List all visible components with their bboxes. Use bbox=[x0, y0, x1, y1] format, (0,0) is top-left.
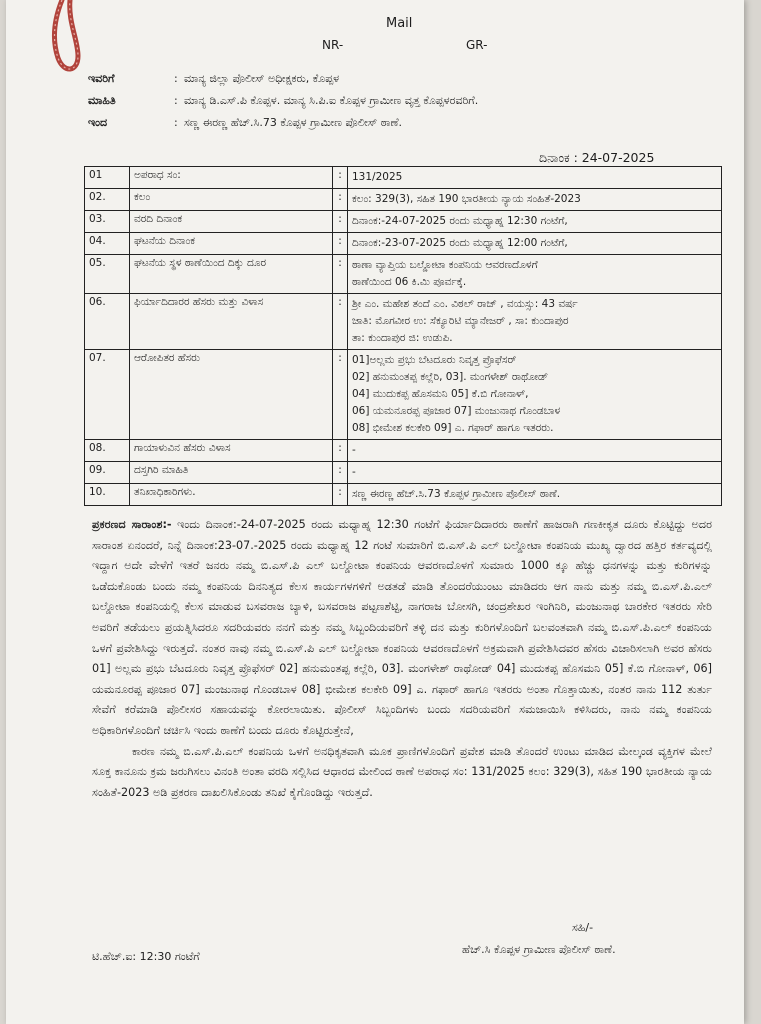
table-row: 07. ಆರೋಪಿತರ ಹೆಸರು : 01]ಅಲ್ಲಮ ಪ್ರಭು ಬೆಟದೂರು ನಿವೃತ್ತ ಪ್ರೊಫೆಸರ್ 02] ಹನುಮಂತಪ್ಪ ಕಲ್ಲೆರಿ, 03]. ಮಂಗಳೇಶ್ ರಾಥೋಡ್ 04] ಮುದುಕಪ್ಪ ಹೊಸಮನಿ 05] ಕೆ.ಬಿ ಗೋನಾಳ್, 06] ಯಮನೂರಪ್ಪ ಪೂಜಾರ 07] ಮಂಜುನಾಥ ಗೊಂಡಬಾಳ 08] ಭೀಮೇಶ ಕಲಕೇರಿ 09] ಎ. ಗಫಾರ್ ಹಾಗೂ ಇತರರು. bbox=[85, 350, 722, 440]
address-info-value: ಮಾನ್ಯ ಡಿ.ಎಸ್.ಪಿ ಕೊಪ್ಪಳ. ಮಾನ್ಯ ಸಿ.ಪಿ.ಐ ಕೊಪ್ಪಳ ಗ್ರಾಮೀಣ ವೃತ್ತ ಕೊಪ್ಪಳರವರಿಗೆ. bbox=[184, 94, 479, 107]
gr-label: GR- bbox=[466, 38, 488, 52]
table-row: 10. ತನಿಖಾಧಿಕಾರಿಗಳು. : ಸಣ್ಣ ಈರಣ್ಣ ಹೆಚ್.ಸಿ.73 ಕೊಪ್ಪಳ ಗ್ರಾಮೀಣ ಪೊಲೀಸ್ ಠಾಣೆ. bbox=[85, 484, 722, 506]
row-value: 01]ಅಲ್ಲಮ ಪ್ರಭು ಬೆಟದೂರು ನಿವೃತ್ತ ಪ್ರೊಫೆಸರ್ 02] ಹನುಮಂತಪ್ಪ ಕಲ್ಲೆರಿ, 03]. ಮಂಗಳೇಶ್ ರಾಥೋಡ್ 04] ಮುದುಕಪ್ಪ ಹೊಸಮನಿ 05] ಕೆ.ಬಿ ಗೋನಾಳ್, 06] ಯಮನೂರಪ್ಪ ಪೂಜಾರ 07] ಮಂಜುನಾಥ ಗೊಂಡಬಾಳ 08] ಭೀಮೇಶ ಕಲಕೇರಿ 09] ಎ. ಗಫಾರ್ ಹಾಗೂ ಇತರರು. bbox=[348, 350, 722, 440]
nr-label: NR- bbox=[322, 38, 344, 52]
fir-details-table bbox=[84, 166, 722, 506]
row-value: 131/2025 bbox=[348, 167, 722, 189]
table-row: 02. ಕಲಂ : ಕಲಂ: 329(3), ಸಹಿತ 190 ಭಾರತೀಯ ನ್ಯಾಯ ಸಂಹಿತೆ-2023 bbox=[85, 189, 722, 211]
signature-station: ಹೆಚ್.ಸಿ ಕೊಪ್ಪಳ ಗ್ರಾಮೀಣ ಪೊಲೀಸ್ ಠಾಣೆ. bbox=[462, 943, 616, 956]
row-value: ಸಣ್ಣ ಈರಣ್ಣ ಹೆಚ್.ಸಿ.73 ಕೊಪ್ಪಳ ಗ್ರಾಮೀಣ ಪೊಲೀಸ್ ಠಾಣೆ. bbox=[348, 484, 722, 506]
summary-heading: ಪ್ರಕರಣದ ಸಾರಾಂಶ:- bbox=[92, 518, 172, 531]
row-value: ಠಾಣಾ ವ್ಯಾಪ್ತಿಯ ಬಲ್ಡೋಟಾ ಕಂಪನಿಯ ಆವರಣದೊಳಗೆ ಠಾಣೆಯಿಂದ 06 ಕಿ.ಮಿ ಪೂರ್ವಕ್ಕೆ. bbox=[348, 255, 722, 294]
row-value: ದಿನಾಂಕ:-23-07-2025 ರಂದು ಮಧ್ಯಾಹ್ನ 12:00 ಗಂಟೆಗೆ, bbox=[348, 233, 722, 255]
row-label: ಘಟನೆಯ ದಿನಾಂಕ bbox=[130, 233, 333, 255]
row-number: 01 bbox=[85, 167, 130, 189]
row-number: 05. bbox=[85, 255, 130, 294]
row-value: ಶ್ರೀ ಎಂ. ಮಹೇಶ ತಂದೆ ಎಂ. ವಿಠಲ್ ರಾಜ್ , ವಯಸ್ಸು: 43 ವರ್ಷ ಜಾತಿ: ಮೊಗವೀರ ಉ: ಸೆಕ್ಯೂರಿಟಿ ಮ್ಯಾನೇಜರ್ , ಸಾ: ಕುಂದಾಪುರ ತಾ: ಕುಂದಾಪುರ ಜಿ: ಉಡುಪಿ. bbox=[348, 294, 722, 350]
summary-paragraph-1 bbox=[92, 515, 712, 742]
table-row: 01 ಅಪರಾಧ ಸಂ: : 131/2025 bbox=[85, 167, 722, 189]
mail-heading: Mail bbox=[386, 16, 413, 31]
row-value: - bbox=[348, 462, 722, 484]
table-row: 03. ವರದಿ ದಿನಾಂಕ : ದಿನಾಂಕ:-24-07-2025 ರಂದು ಮಧ್ಯಾಹ್ನ 12:30 ಗಂಟೆಗೆ, bbox=[85, 211, 722, 233]
table-row: 08. ಗಾಯಾಳುವಿನ ಹೆಸರು ವಿಳಾಸ : - bbox=[85, 440, 722, 462]
case-summary bbox=[92, 515, 712, 803]
row-number: 08. bbox=[85, 440, 130, 462]
table-row: 09. ದಸ್ತಗಿರಿ ಮಾಹಿತಿ : - bbox=[85, 462, 722, 484]
row-value: ಕಲಂ: 329(3), ಸಹಿತ 190 ಭಾರತೀಯ ನ್ಯಾಯ ಸಂಹಿತೆ-2023 bbox=[348, 189, 722, 211]
address-from-value: ಸಣ್ಣ ಈರಣ್ಣ ಹೆಚ್.ಸಿ.73 ಕೊಪ್ಪಳ ಗ್ರಾಮೀಣ ಪೊಲೀಸ್ ಠಾಣೆ. bbox=[184, 116, 403, 129]
row-number: 09. bbox=[85, 462, 130, 484]
row-label: ತನಿಖಾಧಿಕಾರಿಗಳು. bbox=[130, 484, 333, 506]
row-label: ವರದಿ ದಿನಾಂಕ bbox=[130, 211, 333, 233]
address-to-label: ಇವರಿಗೆ bbox=[88, 72, 115, 85]
table-row: 04. ಘಟನೆಯ ದಿನಾಂಕ : ದಿನಾಂಕ:-23-07-2025 ರಂದು ಮಧ್ಯಾಹ್ನ 12:00 ಗಂಟೆಗೆ, bbox=[85, 233, 722, 255]
signature-sd: ಸಹಿ/- bbox=[572, 921, 594, 934]
row-number: 07. bbox=[85, 350, 130, 440]
row-number: 04. bbox=[85, 233, 130, 255]
row-label: ಕಲಂ bbox=[130, 189, 333, 211]
row-label: ಗಾಯಾಳುವಿನ ಹೆಸರು ವಿಳಾಸ bbox=[130, 440, 333, 462]
row-label: ಫಿರ್ಯಾದಿದಾರರ ಹೆಸರು ಮತ್ತು ವಿಳಾಸ bbox=[130, 294, 333, 350]
summary-text-1: ಇಂದು ದಿನಾಂಕ:-24-07-2025 ರಂದು ಮಧ್ಯಾಹ್ನ 12:30 ಗಂಟೆಗೆ ಫಿರ್ಯಾದಿದಾರರು ಠಾಣೆಗೆ ಹಾಜರಾಗಿ ಗಣಕೀಕೃತ ದೂರು ಕೊಟ್ಟಿದ್ದು ಅದರ ಸಾರಾಂಶ ಏನಂದರೆ, ನಿನ್ನೆ ದಿನಾಂಕ:23-07.-2025 ರಂದು ಮಧ್ಯಾಹ್ನ 12 ಗಂಟೆ ಸುಮಾರಿಗೆ ಬಿ.ಎಸ್.ಪಿ ಎಲ್ ಬಲ್ಡೋಟಾ ಕಂಪನಿಯ ಮುಖ್ಯ ದ್ವಾರದ ಹತ್ತಿರ ಕರ್ತವ್ಯದಲ್ಲಿ ಇದ್ದಾಗ ಅದೇ ವೇಳೆಗೆ ಇತರೆ ಜನರು ನಮ್ಮ ಬಿ.ಎಸ್.ಪಿ ಎಲ್ ಬಲ್ಡೋಟಾ ಕಂಪನಿಯ ಆವರಣದೊಳಗೆ ಸುಮಾರು 1000 ಕ್ಕೂ ಹೆಚ್ಚು ಧನಗಳನ್ನು ಮತ್ತು ಕುರಿಗಳನ್ನು ಒಡೆದುಕೊಂಡು ಬಂದು ನಮ್ಮ ಕಂಪನಿಯ ದಿನನಿತ್ಯದ ಕೆಲಸ ಕಾರ್ಯಗಳಗಳಿಗೆ ಅಡತಡೆ ಮಾಡಿ ತೊಂದರೆಯುಂಟು ಮಾಡಿದರು ಆಗ ನಾನು ಮತ್ತು ನಮ್ಮ ಬಿ.ಎಸ್.ಪಿ.ಎಲ್ ಬಲ್ಡೋಟಾ ಕಂಪನಿಯಲ್ಲಿ ಕೆಲಸ ಮಾಡುವ ಬಸವರಾಜ ಬ್ಯಾಳಿ, ಬಸವರಾಜ ಪಟ್ಟಣಶೆಟ್ಟಿ, ನಾಗರಾಜ ಬೋಸಗಿ, ಚಂದ್ರಶೇಖರ ಇಂಗಿನಿರಿ, ಮಂಜುನಾಥ ಬಾರಕೇರ ಇತರರು ಸೇರಿ ಅವರಿಗೆ ತಡೆಯಲು ಪ್ರಯತ್ನಿಸಿದರೂ ಸದರಿಯವರು ನನಗೆ ಮತ್ತು ನಮ್ಮ ಸಿಬ್ಬಂದಿಯವರಿಗೆ ತಳ್ಳಿ ದನ ಮತ್ತು ಕುರಿಗಳೊಂದಿಗೆ ಬಲವಂತವಾಗಿ ನಮ್ಮ ಬಿ.ಎಸ್.ಪಿ.ಎಲ್ ಕಂಪನಿಯ ಒಳಗೆ ಪ್ರವೇಶಿಸಿದ್ದು ಇರುತ್ತದೆ. ನಂತರ ನಾವು ನಮ್ಮ ಬಿ.ಎಸ್.ಪಿ ಎಲ್ ಬಲ್ಡೋಟಾ ಕಂಪನಿಯ ಆವರಣದೊಳಗೆ ಅಕ್ರಮವಾಗಿ ಪ್ರವೇಶಿಸಿದವರ ಹೆಸರು ವಿಚಾರಿಸಲಾಗಿ ಅವರ ಹೆಸರು 01] ಅಲ್ಲಮ ಪ್ರಭು ಬೆಟದೂರು ನಿವೃತ್ತ ಪ್ರೊಫೆಸರ್ 02] ಹನುಮಂತಪ್ಪ ಕಲ್ಲೆರಿ, 03]. ಮಂಗಳೇಶ್ ರಾಥೋಡ್ 04] ಮುದುಕಪ್ಪ ಹೊಸಮನಿ 05] ಕೆ.ಬಿ ಗೋನಾಳ್, 06] ಯಮನೂರಪ್ಪ ಪೂಜಾರ 07] ಮಂಜುನಾಥ ಗೊಂಡಬಾಳ 08] ಭೀಮೇಶ ಕಲಕೇರಿ 09] ಎ. ಗಫಾರ್ ಹಾಗೂ ಇತರರು ಅಂತಾ ಗೊತ್ತಾಯಿತು, ನಂತರ ನಾನು 112 ತುರ್ತು ಸೇವೆಗೆ ಕರೆಮಾಡಿ ಪೊಲೀಸರ ಸಹಾಯವನ್ನು ಕೋರಲಾಯಿತು. ಪೊಲೀಸ್ ಸಿಬ್ಬಂದಿಗಳು ಬಂದು ಸದರಿಯವರಿಗೆ ಸಮಜಾಯಿಸಿ ಕಳಿಸಿದರು, ನಾನು ನಮ್ಮ ಕಂಪನಿಯ ಅಧಿಕಾರಿಗಳೊಂದಿಗೆ ಚರ್ಚಿಸಿ ಇಂದು ಠಾಣೆಗೆ ಬಂದು ದೂರು ಕೊಟ್ಟಿರುತ್ತೇನೆ, bbox=[92, 518, 712, 737]
address-to-value: ಮಾನ್ಯ ಜಿಲ್ಲಾ ಪೊಲೀಸ್ ಅಧೀಕ್ಷಕರು, ಕೊಪ್ಪಳ bbox=[184, 72, 340, 85]
summary-paragraph-2: ಕಾರಣ ನಮ್ಮ ಬಿ.ಎಸ್.ಪಿ.ಎಲ್ ಕಂಪನಿಯ ಒಳಗೆ ಅನಧಿಕೃತವಾಗಿ ಮೂಕ ಪ್ರಾಣಿಗಳೊಂದಿಗೆ ಪ್ರವೇಶ ಮಾಡಿ ತೊಂದರೆ ಉಂಟು ಮಾಡಿದ ಮೇಲ್ಕಂಡ ವ್ಯಕ್ತಿಗಳ ಮೇಲೆ ಸೂಕ್ತ ಕಾನೂನು ಕ್ರಮ ಜರುಗಿಸಲು ವಿನಂತಿ ಅಂತಾ ವರದಿ ಸಲ್ಲಿಸಿದ ಆಧಾರದ ಮೇಲಿಂದ ಠಾಣೆ ಅಪರಾಧ ಸಂ: 131/2025 ಕಲಂ: 329(3), ಸಹಿತ 190 ಭಾರತೀಯ ನ್ಯಾಯ ಸಂಹಿತೆ-2023 ಅಡಿ ಪ್ರಕರಣ ದಾಖಲಿಸಿಕೊಂಡು ತನಿಖೆ ಕೈಗೊಂಡಿದ್ದು ಇರುತ್ತದೆ. bbox=[92, 744, 712, 799]
row-value: - bbox=[348, 440, 722, 462]
address-info-label: ಮಾಹಿತಿ bbox=[88, 94, 116, 107]
address-from-label: ಇಂದ bbox=[88, 116, 108, 129]
row-value: ದಿನಾಂಕ:-24-07-2025 ರಂದು ಮಧ್ಯಾಹ್ನ 12:30 ಗಂಟೆಗೆ, bbox=[348, 211, 722, 233]
row-number: 10. bbox=[85, 484, 130, 506]
binding-cord-icon bbox=[44, 0, 84, 80]
address-info: ಮಾಹಿತಿ : ಮಾನ್ಯ ಡಿ.ಎಸ್.ಪಿ ಕೊಪ್ಪಳ. ಮಾನ್ಯ ಸಿ.ಪಿ.ಐ ಕೊಪ್ಪಳ ಗ್ರಾಮೀಣ ವೃತ್ತ ಕೊಪ್ಪಳರವರಿಗೆ. bbox=[88, 94, 479, 107]
table-row: 06. ಫಿರ್ಯಾದಿದಾರರ ಹೆಸರು ಮತ್ತು ವಿಳಾಸ : ಶ್ರೀ ಎಂ. ಮಹೇಶ ತಂದೆ ಎಂ. ವಿಠಲ್ ರಾಜ್ , ವಯಸ್ಸು: 43 ವರ್ಷ ಜಾತಿ: ಮೊಗವೀರ ಉ: ಸೆಕ್ಯೂರಿಟಿ ಮ್ಯಾನೇಜರ್ , ಸಾ: ಕುಂದಾಪುರ ತಾ: ಕುಂದಾಪುರ ಜಿ: ಉಡುಪಿ. bbox=[85, 294, 722, 350]
row-label: ಅಪರಾಧ ಸಂ: bbox=[130, 167, 333, 189]
row-label: ದಸ್ತಗಿರಿ ಮಾಹಿತಿ bbox=[130, 462, 333, 484]
row-number: 02. bbox=[85, 189, 130, 211]
footer-time: ಟಿ.ಹೆಚ್.ಐ: 12:30 ಗಂಟೆಗೆ bbox=[92, 950, 200, 963]
address-to: ಇವರಿಗೆ : ಮಾನ್ಯ ಜಿಲ್ಲಾ ಪೊಲೀಸ್ ಅಧೀಕ್ಷಕರು, ಕೊಪ್ಪಳ bbox=[88, 72, 340, 85]
report-date: ದಿನಾಂಕ : 24-07-2025 bbox=[539, 150, 655, 165]
document-paper bbox=[6, 0, 744, 1024]
row-number: 03. bbox=[85, 211, 130, 233]
row-number: 06. bbox=[85, 294, 130, 350]
row-label: ಘಟನೆಯ ಸ್ಥಳ ಠಾಣೆಯಿಂದ ದಿಕ್ಕು ದೂರ bbox=[130, 255, 333, 294]
table-row: 05. ಘಟನೆಯ ಸ್ಥಳ ಠಾಣೆಯಿಂದ ದಿಕ್ಕು ದೂರ : ಠಾಣಾ ವ್ಯಾಪ್ತಿಯ ಬಲ್ಡೋಟಾ ಕಂಪನಿಯ ಆವರಣದೊಳಗೆ ಠಾಣೆಯಿಂದ 06 ಕಿ.ಮಿ ಪೂರ್ವಕ್ಕೆ. bbox=[85, 255, 722, 294]
row-label: ಆರೋಪಿತರ ಹೆಸರು bbox=[130, 350, 333, 440]
address-from: ಇಂದ : ಸಣ್ಣ ಈರಣ್ಣ ಹೆಚ್.ಸಿ.73 ಕೊಪ್ಪಳ ಗ್ರಾಮೀಣ ಪೊಲೀಸ್ ಠಾಣೆ. bbox=[88, 116, 403, 129]
